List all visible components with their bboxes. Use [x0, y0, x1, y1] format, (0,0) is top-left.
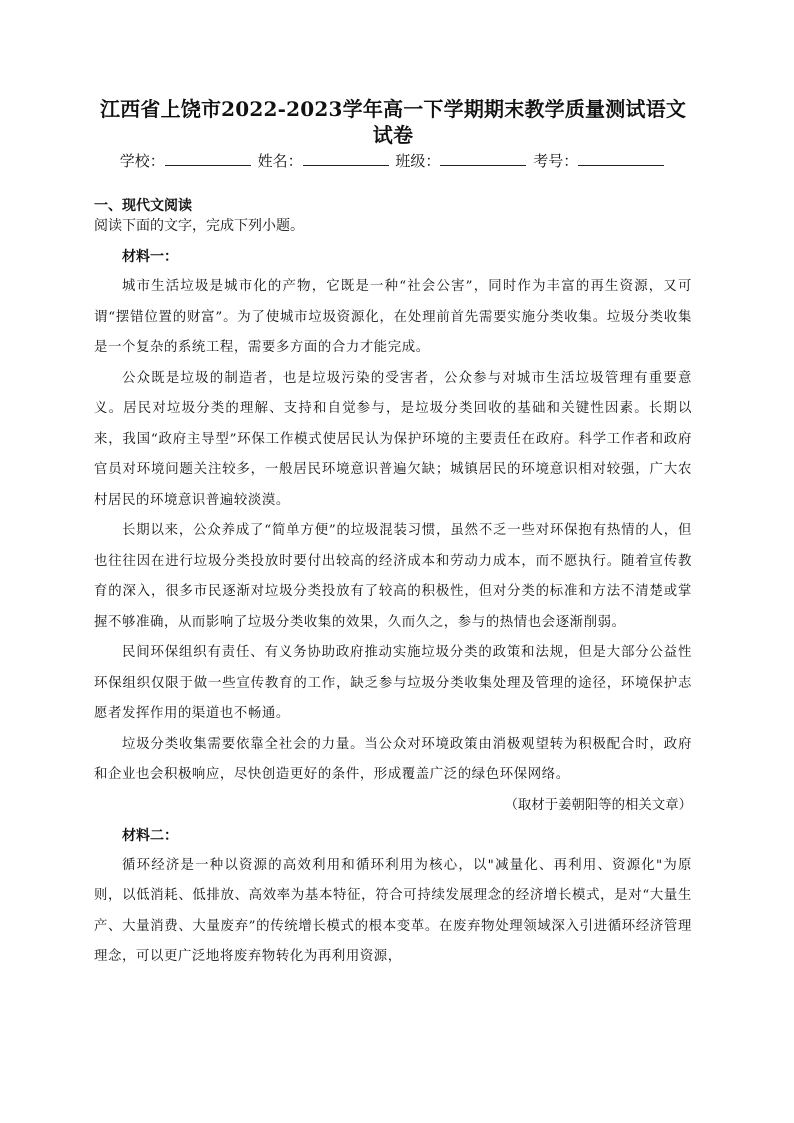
material-1-paragraph: 城市生活垃圾是城市化的产物，它既是一种“社会公害”，同时作为丰富的再生资源，又可谓“摆错位置的财富”。为了使城市垃圾资源化，在处理前首先需要实施分类收集。垃圾分类收集是一个复杂的系统工程，需要多方面的合力才能完成。	[94, 279, 692, 355]
student-info-fields	[94, 150, 692, 172]
material-2-label: 材料二：	[122, 827, 178, 844]
material-1-paragraph: 公众既是垃圾的制造者，也是垃圾污染的受害者，公众参与对城市生活垃圾管理有重要意义。居民对垃圾分类的理解、支持和自觉参与，是垃圾分类回收的基础和关键性因素。长期以来，我国“政府主导型”环保工作模式使居民认为保护环境的主要责任在政府。科学工作者和政府官员对环境问题关注较多，一般居民环境意识普遍欠缺；城镇居民的环境意识相对较强，广大农村居民的环境意识普遍较淡漠。	[94, 370, 692, 508]
school-label: 学校：	[119, 152, 165, 170]
exam-title: 江西省上饶市2022-2023学年高一下学期期末教学质量测试语文试卷	[99, 97, 687, 147]
instruction-text: 阅读下面的文字，完成下列小题。	[94, 218, 304, 234]
school-field	[120, 150, 253, 172]
exam-number-blank[interactable]	[578, 151, 664, 166]
name-field	[258, 150, 391, 172]
class-blank[interactable]	[440, 151, 526, 166]
material-2-paragraph: 循环经济是一种以资源的高效利用和循环利用为核心，以"减量化、再利用、资源化"为原则，以低消耗、低排放、高效率为基本特征，符合可持续发展理念的经济增长模式，是对“大量生产、大量消费、大量废弃”的传统增长模式的根本变革。在废弃物处理领域深入引进循环经济管理理念，可以更广泛地将废弃物转化为再利用资源，	[94, 857, 692, 964]
name-blank[interactable]	[303, 151, 389, 166]
name-label: 姓名：	[257, 152, 303, 170]
material-1-paragraph: 垃圾分类收集需要依靠全社会的力量。当公众对环境政策由消极观望转为积极配合时，政府和企业也会积极响应，尽快创造更好的条件，形成覆盖广泛的绿色环保网络。	[94, 736, 692, 782]
section-heading: 一、现代文阅读	[94, 198, 192, 214]
class-field	[395, 150, 528, 172]
exam-number-label: 考号：	[533, 152, 579, 170]
material-1-paragraph: 长期以来，公众养成了“简单方便”的垃圾混装习惯，虽然不乏一些对环保抱有热情的人，但也往往因在进行垃圾分类投放时要付出较高的经济成本和劳动力成本，而不愿执行。随着宣传教育的深入，很多市民逐渐对垃圾分类投放有了较高的积极性，但对分类的标准和方法不清楚或掌握不够准确，从而影响了垃圾分类收集的效果，久而久之，参与的热情也会逐渐削弱。	[94, 523, 692, 630]
class-label: 班级：	[395, 152, 441, 170]
material-1-paragraph: 民间环保组织有责任、有义务协助政府推动实施垃圾分类的政策和法规，但是大部分公益性环保组织仅限于做一些宣传教育的工作，缺乏参与垃圾分类收集处理及管理的途径，环境保护志愿者发挥作用的渠道也不畅通。	[94, 645, 692, 721]
material-1-label: 材料一：	[122, 249, 178, 265]
school-blank[interactable]	[165, 151, 251, 166]
material-1-source: （取材于姜朝阳等的相关文章）	[504, 797, 692, 813]
exam-number-field	[533, 150, 666, 172]
